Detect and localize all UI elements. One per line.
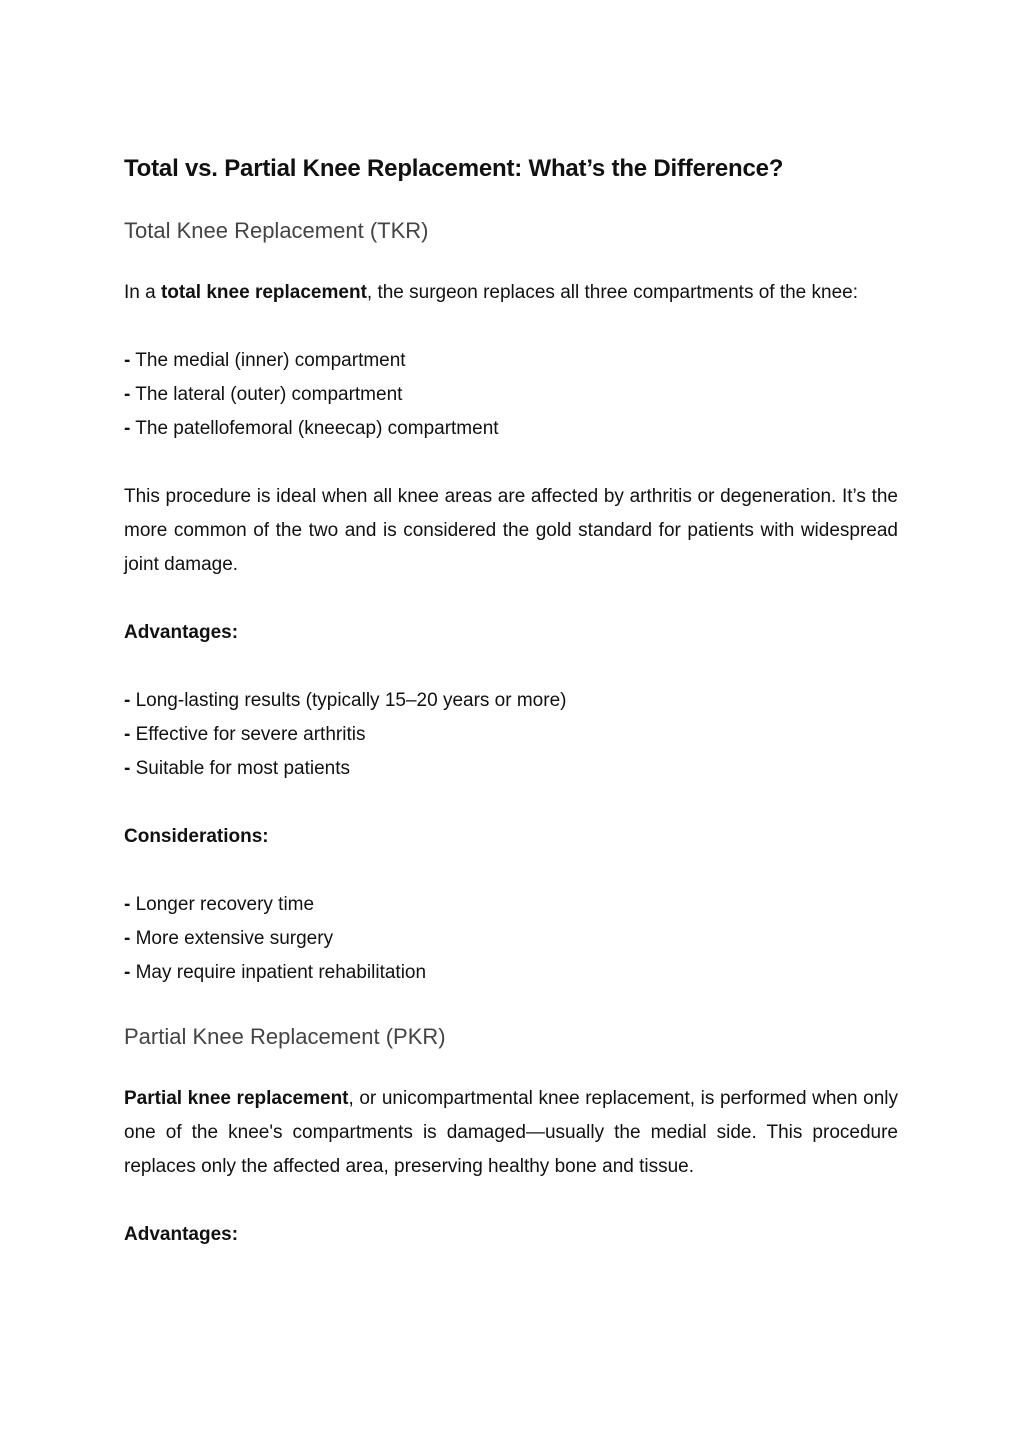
pkr-intro-bold: Partial knee replacement (124, 1088, 349, 1109)
tkr-intro-suffix: , the surgeon replaces all three compartments of the knee: (366, 282, 859, 303)
list-item (124, 752, 898, 786)
document-page (124, 150, 898, 1252)
list-item (124, 922, 898, 956)
list-item-text: May require inpatient rehabilitation (135, 962, 427, 983)
bullet-dash: - (124, 928, 131, 949)
list-item-text: Longer recovery time (135, 894, 315, 915)
tkr-advantages-list (124, 684, 898, 786)
tkr-heading: Total Knee Replacement (TKR) (124, 218, 429, 243)
list-item-text: Effective for severe arthritis (135, 724, 366, 745)
bullet-dash: - (124, 962, 131, 983)
pkr-advantages-label: Advantages: (124, 1224, 239, 1245)
bullet-dash: - (124, 724, 131, 745)
bullet-dash: - (124, 758, 131, 779)
list-item (124, 888, 898, 922)
compartment-list (124, 344, 898, 446)
list-item (124, 956, 898, 990)
bullet-dash: - (124, 690, 131, 711)
list-item-text: The patellofemoral (kneecap) compartment (135, 418, 499, 439)
tkr-considerations-list (124, 888, 898, 990)
bullet-dash: - (124, 418, 131, 439)
pkr-heading: Partial Knee Replacement (PKR) (124, 1024, 446, 1049)
list-item-text: Suitable for most patients (135, 758, 350, 779)
tkr-intro-prefix: In a (124, 282, 161, 303)
page-title: Total vs. Partial Knee Replacement: What’s the Difference? (124, 155, 784, 182)
list-item (124, 718, 898, 752)
bullet-dash: - (124, 350, 131, 371)
pkr-intro (124, 1082, 898, 1184)
tkr-description: This procedure is ideal when all knee areas are affected by arthritis or degeneration. It’s the more common of the two and is considered the gold standard for patients with widespread joint damage. (124, 486, 898, 575)
list-item (124, 378, 898, 412)
bullet-dash: - (124, 894, 131, 915)
tkr-advantages-label: Advantages: (124, 622, 239, 643)
tkr-considerations-label: Considerations: (124, 826, 269, 847)
tkr-intro-bold: total knee replacement (160, 282, 367, 303)
pkr-intro-suffix: , or unicompartmental knee replacement, is performed when only one of the knee's compartments is damaged—usually the medial side. This procedure replaces only the affected area, preserving healthy bone and tissue. (124, 1088, 898, 1177)
list-item (124, 344, 898, 378)
list-item-text: Long-lasting results (typically 15–20 years or more) (135, 690, 567, 711)
list-item-text: More extensive surgery (135, 928, 334, 949)
bullet-dash: - (124, 384, 131, 405)
list-item (124, 684, 898, 718)
list-item-text: The lateral (outer) compartment (135, 384, 403, 405)
list-item (124, 412, 898, 446)
list-item-text: The medial (inner) compartment (135, 350, 406, 371)
tkr-intro (124, 276, 898, 310)
